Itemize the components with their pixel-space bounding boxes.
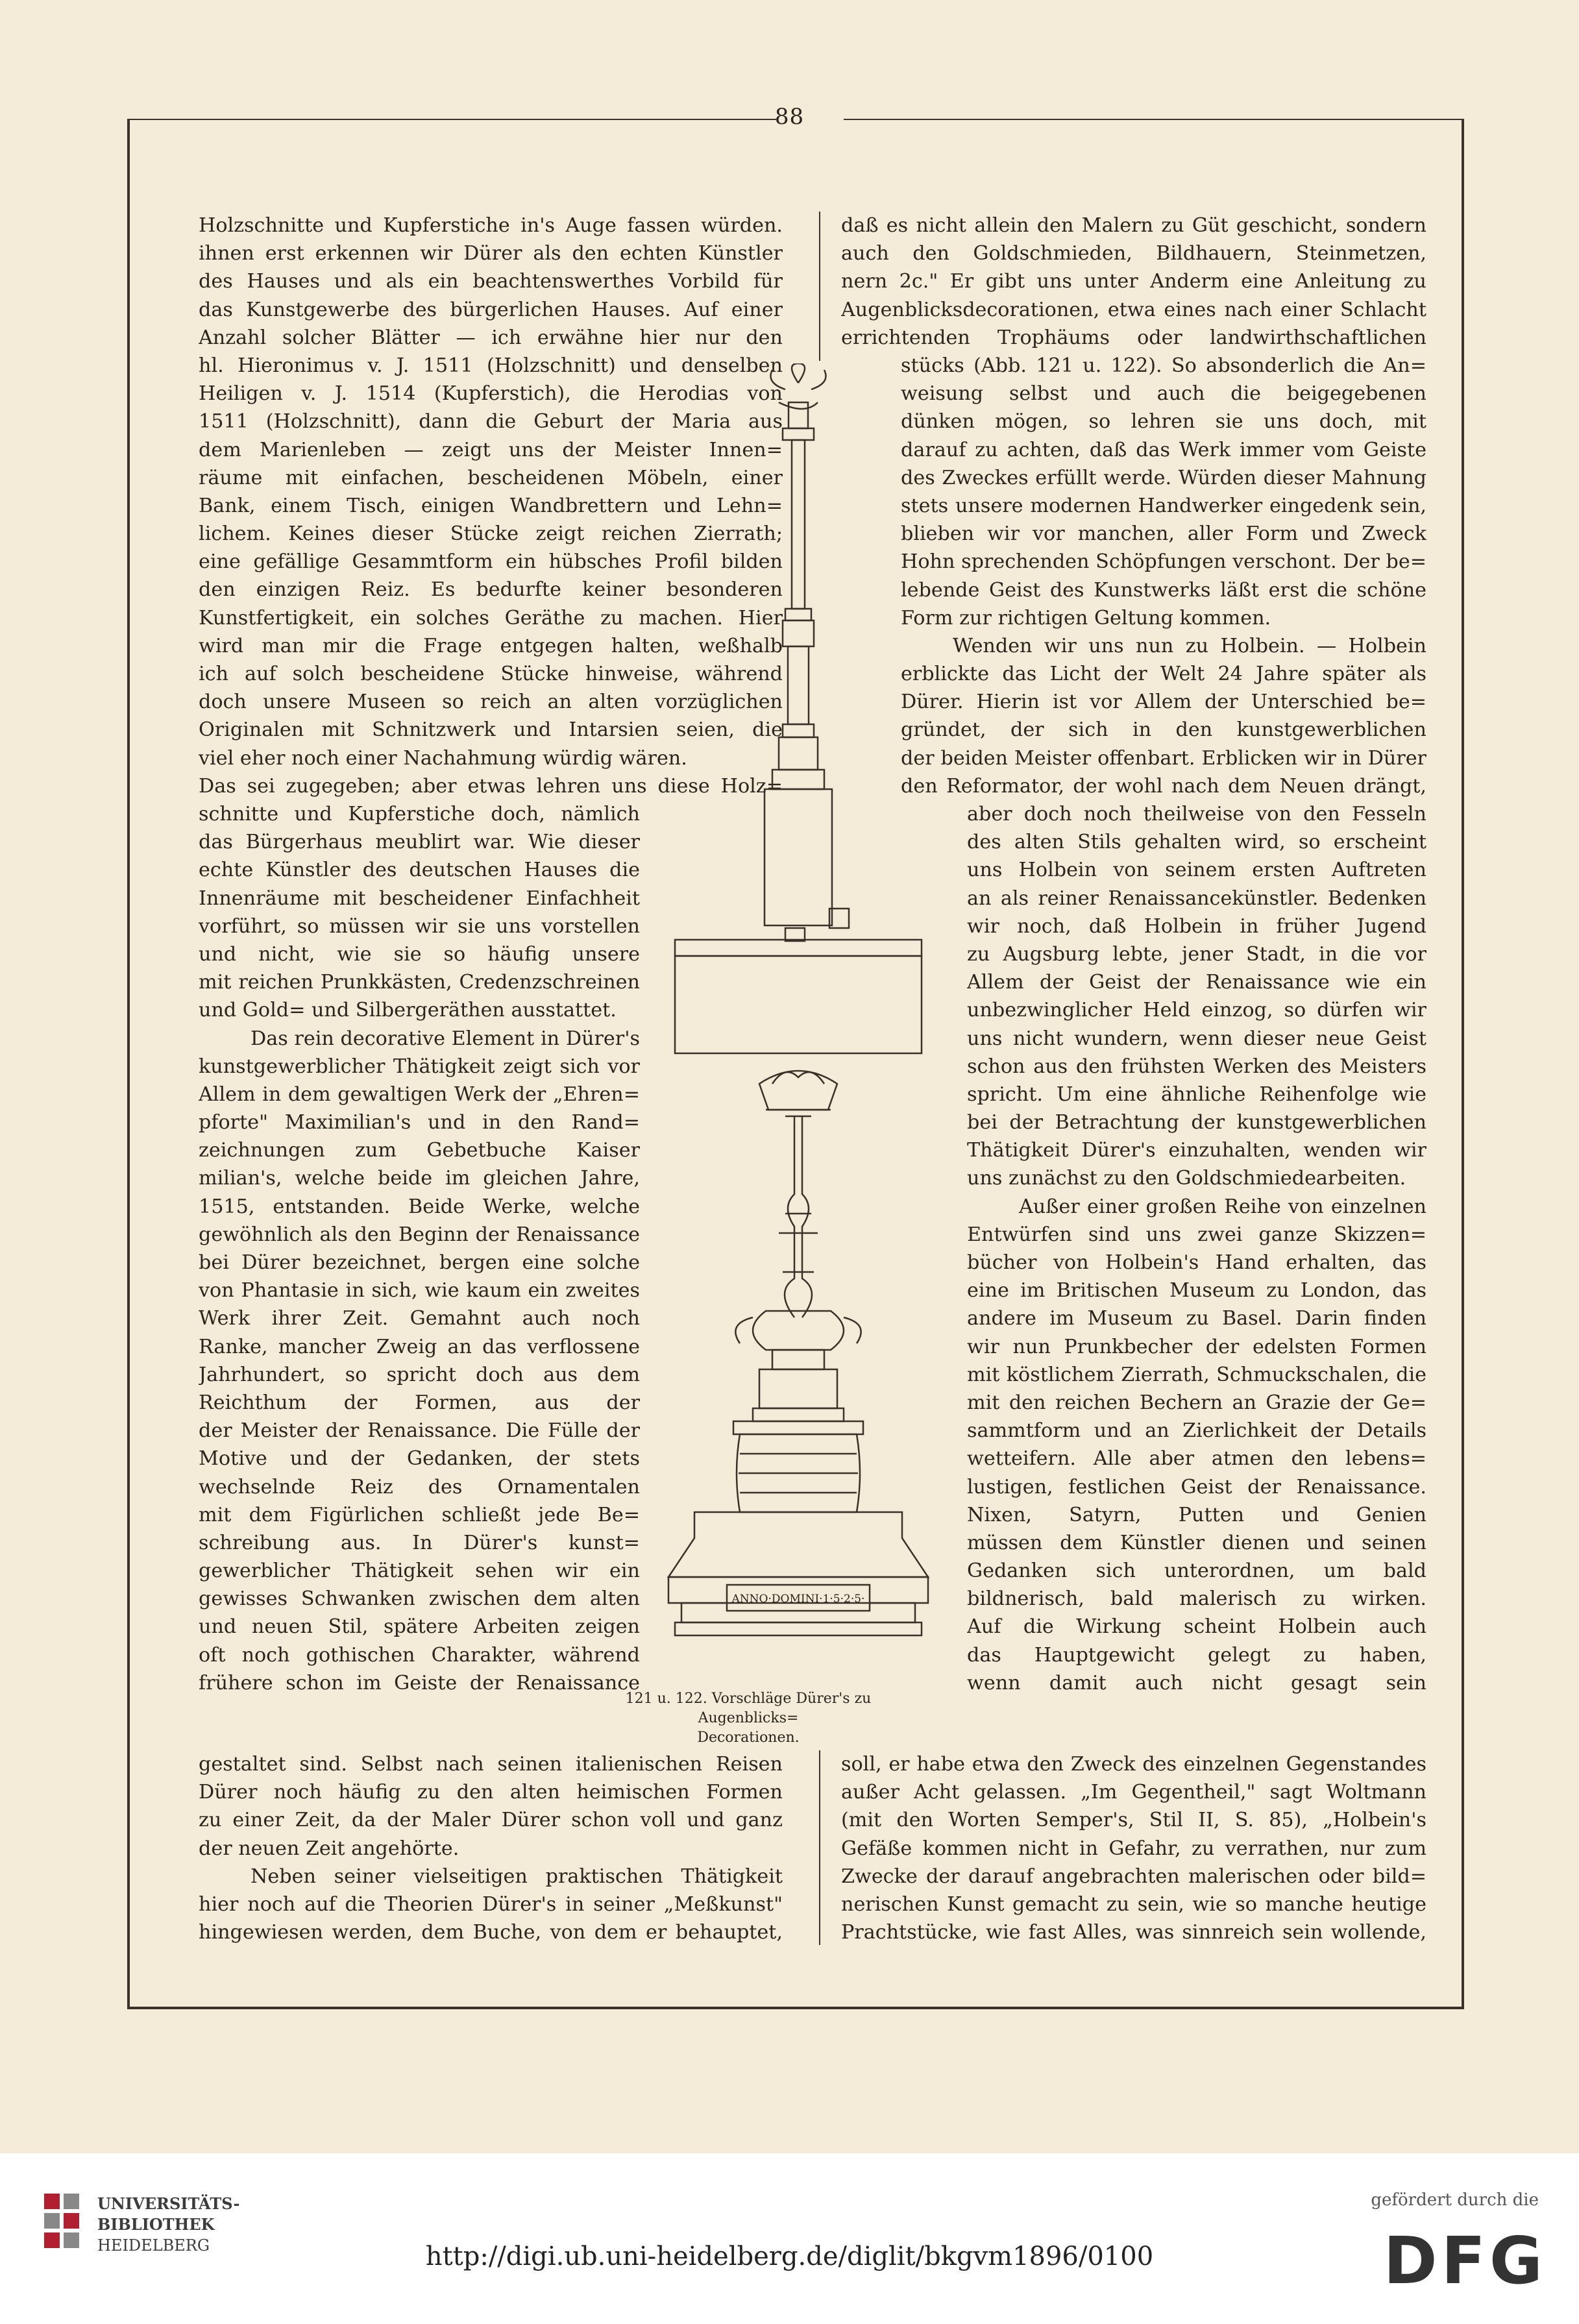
text-line: den einzigen Reiz. Es bedurfte keiner besonderen <box>199 578 783 602</box>
text-line: des Zweckes erfüllt werde. Würden dieser Mahnung <box>901 466 1426 489</box>
text-line: Gedanken sich unterordnen, um bald <box>967 1560 1426 1583</box>
text-line: Entwürfen sind uns zwei ganze Skizzen= <box>967 1223 1426 1246</box>
text-line: Anzahl solcher Blätter — ich erwähne hier nur den <box>199 326 783 349</box>
text-line: 1511 (Holzschnitt), dann die Geburt der Maria aus <box>199 410 783 434</box>
text-line: hl. Hieronimus v. J. 1511 (Holzschnitt) und denselben <box>199 354 783 377</box>
text-line: mit reichen Prunkkästen, Credenzschreinen <box>199 971 640 994</box>
text-line: viel eher noch einer Nachahmung würdig wären. <box>199 746 687 770</box>
text-line: wir nun Prunkbecher der edelsten Formen <box>967 1335 1426 1358</box>
text-line: unbezwinglicher Held einzog, so dürfen wir <box>967 999 1426 1022</box>
text-line: ich auf solch bescheidene Stücke hinweise, während <box>199 663 783 685</box>
text-line: gründet, der sich in den kunstgewerblichen <box>901 718 1426 742</box>
text-line: hingewiesen werden, dem Buche, von dem er behauptet, <box>199 1921 783 1944</box>
trophy-monument-122 <box>668 1071 928 1635</box>
text-line: Bank, einem Tisch, einigen Wandbrettern und Lehn= <box>199 494 783 517</box>
text-line: wechselnde Reiz des Ornamentalen <box>199 1475 640 1498</box>
text-line: daß es nicht allein den Malern zu Güt geschicht, sondern <box>841 214 1426 237</box>
text-line: gestaltet sind. Selbst nach seinen italienischen Reisen <box>199 1753 783 1776</box>
text-line: spricht. Um eine ähnliche Reihenfolge wie <box>967 1082 1426 1106</box>
text-line: errichtenden Trophäums oder landwirthschaftlichen <box>841 326 1426 349</box>
text-line: schnitte und Kupferstiche doch, nämlich <box>199 803 640 826</box>
text-line: darauf zu achten, daß das Werk immer vom Geiste <box>901 438 1426 461</box>
text-line: das Kunstgewerbe des bürgerlichen Hauses. Auf einer <box>199 298 783 321</box>
text-line: uns nicht wundern, wenn dieser neue Geist <box>967 1027 1426 1050</box>
text-line: frühere schon im Geiste der Renaissance <box>199 1671 640 1694</box>
text-line: Motive und der Gedanken, der stets <box>199 1447 640 1471</box>
text-line: Dürer. Hierin ist vor Allem der Unterschied be= <box>901 691 1426 714</box>
text-line: bildnerisch, bald malerisch zu wirken. <box>967 1587 1426 1611</box>
text-line: gewerblicher Thätigkeit sehen wir ein <box>199 1560 640 1583</box>
text-line: Das rein decorative Element in Dürer's <box>251 1027 640 1050</box>
right-column-bottom <box>841 1750 1426 1946</box>
text-line: Werk ihrer Zeit. Gemahnt auch noch <box>199 1307 640 1330</box>
text-line: Heiligen v. J. 1514 (Kupferstich), die Herodias von <box>199 382 783 406</box>
text-line: nern 2c." Er gibt uns unter Anderm eine Anleitung zu <box>841 270 1426 293</box>
text-line: bei Dürer bezeichnet, bergen eine solche <box>199 1251 640 1274</box>
text-line: uns Holbein von seinem ersten Auftreten <box>967 859 1426 882</box>
text-line: dünken mögen, so lehren sie uns doch, mit <box>901 410 1426 434</box>
text-line: Allem in dem gewaltigen Werk der „Ehren= <box>199 1082 640 1106</box>
text-line: Augenblicksdecorationen, etwa eines nach einer Schlacht <box>841 298 1426 321</box>
text-line: müssen dem Künstler dienen und seinen <box>967 1531 1426 1554</box>
text-line: das Hauptgewicht gelegt zu haben, <box>967 1643 1426 1667</box>
text-line: lichem. Keines dieser Stücke zeigt reichen Zierrath; <box>199 522 783 546</box>
text-line: und neuen Stil, spätere Arbeiten zeigen <box>199 1615 640 1639</box>
text-line: Nixen, Satyrn, Putten und Genien <box>967 1503 1426 1526</box>
text-line: des alten Stils gehalten wird, so erscheint <box>967 831 1426 854</box>
text-line: schon aus den frühsten Werken des Meisters <box>967 1055 1426 1078</box>
text-line: der Meister der Renaissance. Die Fülle der <box>199 1419 640 1443</box>
text-line: eine im Britischen Museum zu London, das <box>967 1279 1426 1303</box>
right-column-middle-2 <box>967 800 1426 1697</box>
text-line: lustigen, festlichen Geist der Renaissance. <box>967 1475 1426 1498</box>
text-line: und Gold= und Silbergeräthen ausstattet. <box>199 999 617 1022</box>
text-line: wird man mir die Frage entgegen halten, weßhalb <box>199 634 783 657</box>
text-line: soll, er habe etwa den Zweck des einzelnen Gegenstandes <box>841 1753 1426 1776</box>
text-line: von Phantasie in sich, wie kaum ein zweites <box>199 1279 640 1303</box>
text-line: auch den Goldschmieden, Bildhauern, Steinmetzen, <box>841 242 1426 265</box>
source-url-link[interactable]: http://digi.ub.uni-heidelberg.de/diglit/bkgvm1896/0100 <box>425 2242 1154 2271</box>
text-line: blieben wir vor manchen, aller Form und Zweck <box>901 522 1426 546</box>
text-line: gewöhnlich als den Beginn der Renaissance <box>199 1223 640 1246</box>
text-line: 1515, entstanden. Beide Werke, welche <box>199 1195 640 1218</box>
text-line: kunstgewerblicher Thätigkeit zeigt sich vor <box>199 1055 640 1078</box>
text-line: aber doch noch theilweise von den Fesseln <box>967 803 1426 826</box>
text-line: pforte" Maximilian's und in den Rand= <box>199 1111 640 1134</box>
text-line: sammtform und an Zierlichkeit der Details <box>967 1419 1426 1443</box>
text-line: Reichthum der Formen, aus der <box>199 1391 640 1414</box>
text-line: (mit den Worten Semper's, Stil II, S. 85), „Holbein's <box>841 1809 1426 1832</box>
text-line: an als reiner Renaissancekünstler. Bedenken <box>967 887 1426 910</box>
text-line: Hohn sprechenden Schöpfungen verschont. Der be= <box>901 550 1426 574</box>
text-line: nerischen Kunst gemacht zu sein, wie so manche heutige <box>841 1892 1426 1916</box>
text-line: mit den reichen Bechern an Grazie der Ge= <box>967 1391 1426 1414</box>
text-line: Wenden wir uns nun zu Holbein. — Holbein <box>953 634 1426 657</box>
text-line: milian's, welche beide im gleichen Jahre, <box>199 1167 640 1190</box>
text-line: Auf die Wirkung scheint Holbein auch <box>967 1615 1426 1639</box>
text-line: der neuen Zeit angehörte. <box>199 1837 459 1860</box>
figure-inscription: ANNO·DOMINI·1·5·2·5· <box>731 1593 865 1606</box>
text-line: außer Acht gelassen. „Im Gegentheil," sagt Woltmann <box>841 1781 1426 1804</box>
text-line: Ranke, mancher Zweig an das verflossene <box>199 1335 640 1358</box>
text-line: räume mit einfachen, bescheidenen Möbeln, einer <box>199 466 783 489</box>
text-line: mit dem Figürlichen schließt jede Be= <box>199 1503 640 1526</box>
text-line: wir noch, daß Holbein in früher Jugend <box>967 914 1426 938</box>
right-column-middle <box>901 352 1426 800</box>
text-line: eine gefällige Gesammtform ein hübsches Profil bilden <box>199 550 783 574</box>
text-line: andere im Museum zu Basel. Darin finden <box>967 1307 1426 1330</box>
text-line: schreibung aus. In Dürer's kunst= <box>199 1531 640 1554</box>
funding-label: gefördert durch die <box>1371 2190 1539 2210</box>
text-line: Gefäße kommen nicht in Gefahr, zu verrathen, nur zum <box>841 1837 1426 1860</box>
text-line: weisung selbst und auch die beigegebenen <box>901 382 1426 406</box>
text-line: Originalen mit Schnitzwerk und Intarsien seien, die <box>199 718 783 742</box>
figure-caption-line-1: 121 u. 122. Vorschläge Dürer's zu Augenblicks= <box>625 1691 872 1726</box>
text-line: stücks (Abb. 121 u. 122). So absonderlich die An= <box>901 354 1426 377</box>
library-name-line-2: BIBLIOTHEK <box>97 2215 215 2234</box>
text-line: erblickte das Licht der Welt 24 Jahre später als <box>901 663 1426 686</box>
text-line: Innenräume mit bescheidener Einfachheit <box>199 887 640 910</box>
text-line: zu einer Zeit, da der Maler Dürer schon voll und ganz <box>199 1809 783 1832</box>
text-line: Neben seiner vielseitigen praktischen Thätigkeit <box>251 1865 783 1888</box>
text-line: wetteifern. Alle aber atmen den lebens= <box>967 1447 1426 1471</box>
text-line: den Reformator, der wohl nach dem Neuen drängt, <box>901 774 1426 798</box>
text-line: Außer einer großen Reihe von einzelnen <box>1019 1195 1426 1218</box>
text-line: oft noch gothischen Charakter, während <box>199 1643 640 1667</box>
text-line: uns zunächst zu den Goldschmiedearbeiten. <box>967 1167 1406 1190</box>
figure-caption <box>609 1689 888 1748</box>
column-divider-top <box>819 212 820 361</box>
text-line: ihnen erst erkennen wir Dürer als den echten Künstler <box>199 242 783 265</box>
text-line: wenn damit auch nicht gesagt sein <box>967 1671 1426 1694</box>
text-line: Dürer noch häufig zu den alten heimischen Formen <box>199 1781 783 1804</box>
text-line: bücher von Holbein's Hand erhalten, das <box>967 1251 1426 1274</box>
trophy-monument-121 <box>675 363 922 1053</box>
left-column-bottom <box>199 1750 783 1946</box>
text-line: stets unsere modernen Handwerker eingedenk sein, <box>901 494 1426 517</box>
text-line: gewisses Schwanken zwischen dem alten <box>199 1587 640 1611</box>
text-line: lebende Geist des Kunstwerks läßt erst die schöne <box>901 578 1426 602</box>
text-line: Holzschnitte und Kupferstiche in's Auge fassen würden. <box>199 214 783 237</box>
text-line: dem Marienleben — zeigt uns der Meister Innen= <box>199 438 783 461</box>
text-line: und nicht, wie sie so häufig unsere <box>199 942 640 966</box>
text-line: Kunstfertigkeit, ein solches Geräthe zu machen. Hier <box>199 606 783 630</box>
right-column-top <box>841 212 1426 352</box>
text-line: mit köstlichem Zierrath, Schmuckschalen, die <box>967 1363 1426 1386</box>
text-line: echte Künstler des deutschen Hauses die <box>199 859 640 882</box>
text-line: Jahrhundert, so spricht doch aus dem <box>199 1363 640 1386</box>
dfg-logo: DFG <box>1383 2223 1547 2299</box>
text-line: Form zur richtigen Geltung kommen. <box>901 606 1271 630</box>
text-line: Thätigkeit Dürer's einzuhalten, wenden wir <box>967 1139 1426 1162</box>
page-number: 88 <box>774 104 805 130</box>
text-line: der beiden Meister offenbart. Erblicken wir in Dürer <box>901 746 1426 770</box>
library-name-line-1: UNIVERSITÄTS- <box>97 2194 240 2213</box>
library-name-line-3: HEIDELBERG <box>97 2236 210 2255</box>
text-line: bei der Betrachtung der kunstgewerblichen <box>967 1111 1426 1134</box>
figure-caption-line-2: Decorationen. <box>697 1730 800 1746</box>
left-column-middle <box>199 800 640 1697</box>
column-divider-bottom <box>819 1750 820 1945</box>
text-line: zu Augsburg lebte, jener Stadt, in die vor <box>967 942 1426 966</box>
text-line: des Hauses und als ein beachtenswerthes Vorbild für <box>199 270 783 293</box>
text-line: Das sei zugegeben; aber etwas lehren uns diese Holz= <box>199 774 783 798</box>
text-line: Allem der Geist der Renaissance wie ein <box>967 971 1426 994</box>
text-line: Prachtstücke, wie fast Alles, was sinnreich sein wollende, <box>841 1921 1426 1944</box>
text-line: vorführt, so müssen wir sie uns vorstellen <box>199 914 640 938</box>
text-line: das Bürgerhaus meublirt war. Wie dieser <box>199 831 640 854</box>
figure-illustration <box>655 363 967 1694</box>
text-line: zeichnungen zum Gebetbuche Kaiser <box>199 1139 640 1162</box>
text-line: Zwecke der darauf angebrachten malerischen oder bild= <box>841 1865 1426 1888</box>
text-line: doch unsere Museen so reich an alten vorzüglichen <box>199 691 783 714</box>
text-line: hier noch auf die Theorien Dürer's in seiner „Meßkunst" <box>199 1892 783 1916</box>
